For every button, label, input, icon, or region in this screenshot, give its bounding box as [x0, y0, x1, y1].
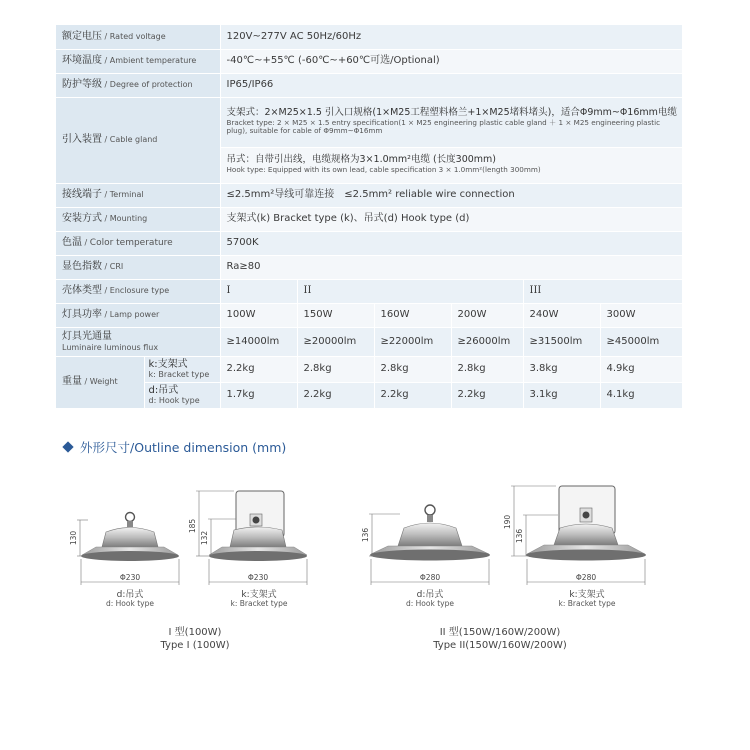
lamp-body-icon [554, 524, 618, 545]
lamp-body-icon [398, 523, 462, 546]
rated-voltage-label: 额定电压 / Rated voltage [56, 25, 220, 49]
lamp-power-cell: 150W [297, 303, 374, 327]
weight-hook-cell: 2.2kg [451, 382, 523, 408]
cri-label: 显色指数 / CRI [56, 255, 220, 279]
outline-title-zh: 外形尺寸 [80, 440, 131, 455]
enclosure-type-label: 壳体类型 / Enclosure type [56, 279, 220, 303]
weight-hook-cell: 1.7kg [220, 382, 297, 408]
lamp-body-icon [102, 528, 158, 548]
height-dim-label: 190 [503, 514, 512, 530]
drawing-caption-type-ii-hook: d:吊式 d: Hook type [406, 590, 454, 609]
luminous-flux-label: 灯具光通量 Luminaire luminous flux [56, 327, 220, 356]
hook-ring-icon [425, 505, 435, 515]
luminous-flux-cell: ≥20000lm [297, 327, 374, 356]
weight-hook-cell: 2.2kg [374, 382, 451, 408]
luminous-flux-cell: ≥45000lm [600, 327, 682, 356]
enclosure-type-i: I [220, 279, 297, 303]
drawing-type-i-hook [69, 513, 179, 586]
lamp-power-cell: 240W [523, 303, 600, 327]
height-dim-label: 130 [69, 530, 78, 546]
terminal-label: 接线端子 / Terminal [56, 183, 220, 207]
cri-value: Ra≥80 [220, 255, 682, 279]
mounting-label: 安装方式 / Mounting [56, 207, 220, 231]
degree-of-protection-value: IP65/IP66 [220, 73, 682, 97]
weight-hook-cell: 3.1kg [523, 382, 600, 408]
weight-hook-label: d:吊式 d: Hook type [144, 382, 220, 408]
degree-of-protection-label: 防护等级 / Degree of protection [56, 73, 220, 97]
ambient-temperature-label: 环境温度 / Ambient temperature [56, 49, 220, 73]
luminous-flux-cell: ≥26000lm [451, 327, 523, 356]
width-dim-label: Φ280 [419, 573, 441, 582]
inner-dim-label: 132 [200, 530, 209, 546]
outline-title-en: /Outline dimension (mm) [130, 439, 287, 455]
lamp-body-icon [230, 527, 286, 547]
drawing-caption-type-i-bracket: k:支架式 k: Bracket type [230, 590, 288, 609]
lamp-power-cell: 100W [220, 303, 297, 327]
width-dim-label: Φ230 [119, 573, 141, 582]
type-i-caption: I 型(100W) Type I (100W) [160, 627, 230, 651]
enclosure-type-iii: III [523, 279, 682, 303]
drawing-type-i-bracket [188, 491, 307, 585]
inner-dim-label: 136 [515, 528, 524, 544]
weight-bracket-cell: 3.8kg [523, 356, 600, 382]
drawing-type-ii-hook [361, 505, 490, 585]
enclosure-type-ii: II [297, 279, 523, 303]
drawing-type-ii-bracket [503, 486, 646, 585]
width-dim-label: Φ280 [575, 573, 597, 582]
cable-gland-bracket-en: Bracket type: 2 × M25 × 1.5 entry specification(1 × M25 engineering plastic cable gland ＋ 1 × M25 engineering plastic plug), suitable for cable of Φ9mm~Φ16mm [226, 118, 661, 136]
lamp-power-label: 灯具功率 / Lamp power [56, 303, 220, 327]
drawing-caption-type-i-hook: d:吊式 d: Hook type [106, 590, 154, 609]
weight-hook-cell: 4.1kg [600, 382, 682, 408]
lamp-power-cell: 300W [600, 303, 682, 327]
hook-ring-icon [126, 513, 135, 522]
weight-hook-cell: 2.2kg [297, 382, 374, 408]
ambient-temperature-value: -40℃~+55℃ (-60℃~+60℃可选/Optional) [220, 49, 682, 73]
terminal-value: ≤2.5mm²导线可靠连接 ≤2.5mm² reliable wire connection [220, 183, 682, 207]
cable-gland-bracket-zh: 支架式：2×M25×1.5 引入口规格(1×M25工程塑料格兰+1×M25堵料堵头)，适合Φ9mm~Φ16mm电缆 [226, 107, 677, 119]
cable-gland-hook-zh: 吊式：自带引出线，电缆规格为3×1.0mm²电缆 (长度300mm) [226, 154, 497, 166]
weight-bracket-cell: 2.2kg [220, 356, 297, 382]
lamp-power-cell: 160W [374, 303, 451, 327]
weight-bracket-cell: 2.8kg [297, 356, 374, 382]
height-dim-label: 136 [361, 527, 370, 543]
weight-bracket-cell: 2.8kg [374, 356, 451, 382]
cable-gland-hook-en: Hook type: Equipped with its own lead, cable specification 3 × 1.0mm²(length 300mm) [226, 165, 541, 175]
luminous-flux-cell: ≥22000lm [374, 327, 451, 356]
cable-gland-label: 引入装置 / Cable gland [56, 97, 220, 183]
weight-bracket-cell: 2.8kg [451, 356, 523, 382]
luminous-flux-cell: ≥31500lm [523, 327, 600, 356]
type-ii-caption: II 型(150W/160W/200W) Type II(150W/160W/200W) [433, 627, 567, 651]
weight-label: 重量 / Weight [56, 356, 144, 408]
height-dim-label: 185 [188, 518, 197, 534]
weight-bracket-label: k:支架式 k: Bracket type [144, 356, 220, 382]
width-dim-label: Φ230 [247, 573, 269, 582]
rated-voltage-value: 120V~277V AC 50Hz/60Hz [220, 25, 682, 49]
drawing-caption-type-ii-bracket: k:支架式 k: Bracket type [558, 590, 616, 609]
lamp-power-cell: 200W [451, 303, 523, 327]
luminous-flux-cell: ≥14000lm [220, 327, 297, 356]
color-temperature-value: 5700K [220, 231, 682, 255]
color-temperature-label: 色温 / Color temperature [56, 231, 220, 255]
mounting-value: 支架式(k) Bracket type (k)、吊式(d) Hook type (d) [220, 207, 682, 231]
weight-bracket-cell: 4.9kg [600, 356, 682, 382]
